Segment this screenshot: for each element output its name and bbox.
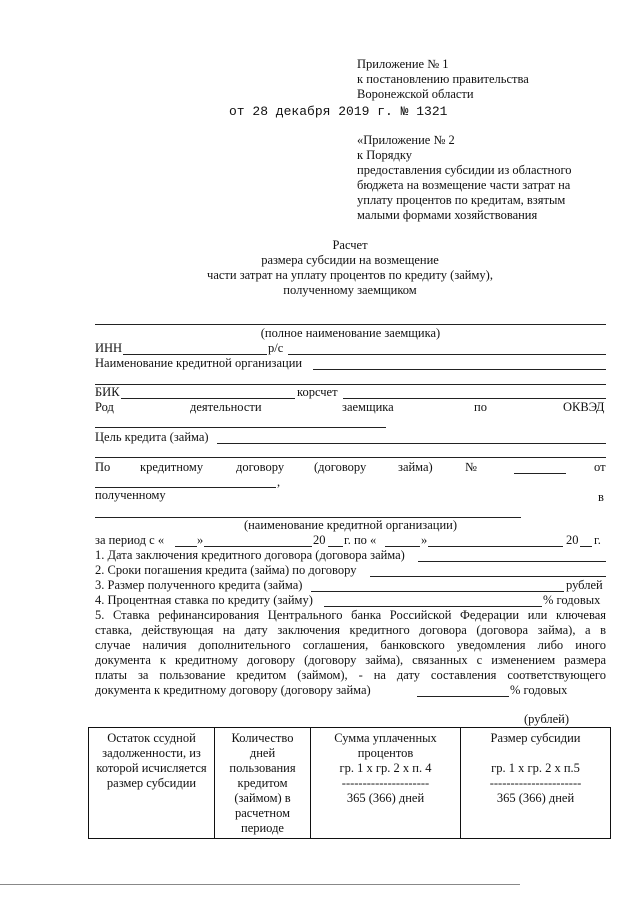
- item-5-line: ставка, действующая на дату заключения кредитного договора (договора займа), а в: [95, 623, 606, 637]
- item-5-unit: % годовых: [510, 683, 568, 697]
- cell-line: Количество: [231, 731, 294, 745]
- item-1-label: 1. Дата заключения кредитного договора (договора займа): [95, 548, 405, 562]
- table-unit-note: (рублей): [524, 712, 570, 726]
- title-line: Расчет: [332, 238, 368, 252]
- appendix2-line: предоставления субсидии из областного: [357, 163, 572, 177]
- appendix-line: к постановлению правительства: [357, 72, 529, 86]
- appendix-line: Воронежской области: [357, 87, 474, 101]
- rs-label: р/с: [268, 341, 284, 355]
- activity-word: ОКВЭД: [563, 400, 605, 414]
- activity-word: Род: [95, 400, 114, 414]
- period-start-year-field[interactable]: [328, 546, 343, 547]
- item-3-label: 3. Размер полученного кредита (займа): [95, 578, 303, 592]
- bik-field[interactable]: [121, 398, 295, 399]
- contract-word: кредитному: [140, 460, 204, 474]
- contract-word: По: [95, 460, 111, 474]
- period-end-label: г.: [594, 533, 601, 547]
- contract-word: договору: [236, 460, 285, 474]
- period-quote: »: [421, 533, 428, 547]
- bank-name-field[interactable]: [313, 369, 606, 370]
- borrower-caption: (полное наименование заемщика): [260, 326, 441, 340]
- cell-line: задолженности, из: [102, 746, 201, 760]
- activity-word: по: [474, 400, 487, 414]
- cell-line: Размер субсидии: [490, 731, 581, 745]
- cell-line: которой исчисляется: [96, 761, 207, 775]
- rs-field[interactable]: [288, 354, 606, 355]
- bank-caption: (наименование кредитной организации): [243, 518, 458, 532]
- cell-line: Остаток ссудной: [107, 731, 196, 745]
- cell-line: 365 (366) дней: [496, 791, 575, 805]
- cell-line: гр. 1 x гр. 2 x п. 4: [339, 761, 432, 775]
- period-end-day-field[interactable]: [385, 546, 420, 547]
- cell-line: гр. 1 x гр. 2 x п.5: [491, 761, 580, 775]
- contract-word: от: [594, 460, 606, 474]
- item-5-line: случае наличия дополнительного соглашения, банковского уведомления либо иного: [95, 638, 606, 652]
- table-cell-days: [215, 728, 311, 839]
- purpose-field-continued[interactable]: [95, 457, 606, 458]
- appendix-line: Приложение № 1: [357, 57, 449, 71]
- table-cell-subsidy: [461, 728, 611, 839]
- item-5-line: 5. Ставка рефинансирования Центрального банка Российской Федерации или ключевая: [95, 608, 606, 622]
- title-line: полученному заемщиком: [283, 283, 417, 297]
- contract-word: (договору: [314, 460, 367, 474]
- period-quote: »: [197, 533, 204, 547]
- period-start-day-field[interactable]: [175, 546, 197, 547]
- table-cell-balance: [89, 728, 215, 839]
- bank-name-label: Наименование кредитной организации: [95, 356, 303, 370]
- received-label: полученному: [95, 488, 166, 502]
- contract-word: №: [465, 460, 477, 474]
- cell-line: Сумма уплаченных: [334, 731, 437, 745]
- cell-line: (займом) в: [234, 791, 291, 805]
- period-middle-label: г. по «: [344, 533, 377, 547]
- cell-line: процентов: [357, 746, 414, 760]
- cell-line: дней: [249, 746, 276, 760]
- borrower-name-line[interactable]: [95, 324, 606, 325]
- item-1-field[interactable]: [418, 561, 606, 562]
- fraction-rule: ----------------------: [489, 776, 582, 790]
- item-5-line: документа к кредитному договору (договору займа), связанных с изменением размера: [95, 653, 606, 667]
- activity-word: деятельности: [190, 400, 262, 414]
- period-year-prefix: 20: [313, 533, 326, 547]
- item-2-label: 2. Сроки погашения кредита (займа) по договору: [95, 563, 357, 577]
- cell-line: расчетном: [234, 806, 290, 820]
- cell-line: пользования: [229, 761, 296, 775]
- period-year-prefix: 20: [566, 533, 579, 547]
- period-end-month-field[interactable]: [428, 546, 563, 547]
- item-4-field[interactable]: [324, 606, 542, 607]
- contract-word: займа): [398, 460, 433, 474]
- item-4-unit: % годовых: [543, 593, 601, 607]
- cell-line: [464, 746, 607, 761]
- bik-label: БИК: [95, 385, 120, 399]
- appendix2-line: уплату процентов по кредитам, взятым: [357, 193, 566, 207]
- inn-field[interactable]: [123, 354, 267, 355]
- cell-line: кредитом: [237, 776, 288, 790]
- contract-number-field[interactable]: [514, 473, 566, 474]
- item-5-line: документа к кредитному договору (договору займа): [95, 683, 371, 697]
- appendix2-line: бюджета на возмещение части затрат на: [357, 178, 571, 192]
- korschet-field[interactable]: [343, 398, 606, 399]
- cell-line: периоде: [241, 821, 284, 835]
- purpose-label: Цель кредита (займа): [95, 430, 209, 444]
- period-start-label: за период с «: [95, 533, 165, 547]
- page-bottom-rule: [0, 884, 520, 885]
- item-4-label: 4. Процентная ставка по кредиту (займу): [95, 593, 313, 607]
- subsidy-calculation-table: [88, 727, 611, 839]
- activity-word: заемщика: [342, 400, 394, 414]
- okved-field[interactable]: [95, 427, 386, 428]
- title-line: части затрат на уплату процентов по кредиту (займу),: [207, 268, 493, 282]
- appendix2-line: к Порядку: [357, 148, 412, 162]
- bank-name-field-continued[interactable]: [95, 384, 606, 385]
- contract-comma: ,: [277, 475, 281, 489]
- appendix2-line: «Приложение № 2: [357, 133, 455, 147]
- period-start-month-field[interactable]: [204, 546, 312, 547]
- inn-label: ИНН: [95, 341, 123, 355]
- period-end-year-field[interactable]: [580, 546, 592, 547]
- table-row: [89, 728, 611, 839]
- purpose-field[interactable]: [217, 443, 606, 444]
- item-5-field[interactable]: [417, 696, 509, 697]
- table-cell-interest-paid: [311, 728, 461, 839]
- in-label: в: [598, 490, 604, 504]
- decree-date-line: от 28 декабря 2019 г. № 1321: [229, 104, 448, 119]
- cell-line: размер субсидии: [106, 776, 197, 790]
- appendix2-line: малыми формами хозяйствования: [357, 208, 538, 222]
- fraction-rule: ---------------------: [341, 776, 430, 790]
- korschet-label: корсчет: [297, 385, 338, 399]
- title-line: размера субсидии на возмещение: [261, 253, 439, 267]
- item-2-field[interactable]: [370, 576, 606, 577]
- item-3-unit: рублей: [566, 578, 603, 592]
- item-5-line: платы за пользование кредитом (займом), - на дату составления соответствующего: [95, 668, 606, 682]
- cell-line: 365 (366) дней: [346, 791, 425, 805]
- item-3-field[interactable]: [311, 591, 564, 592]
